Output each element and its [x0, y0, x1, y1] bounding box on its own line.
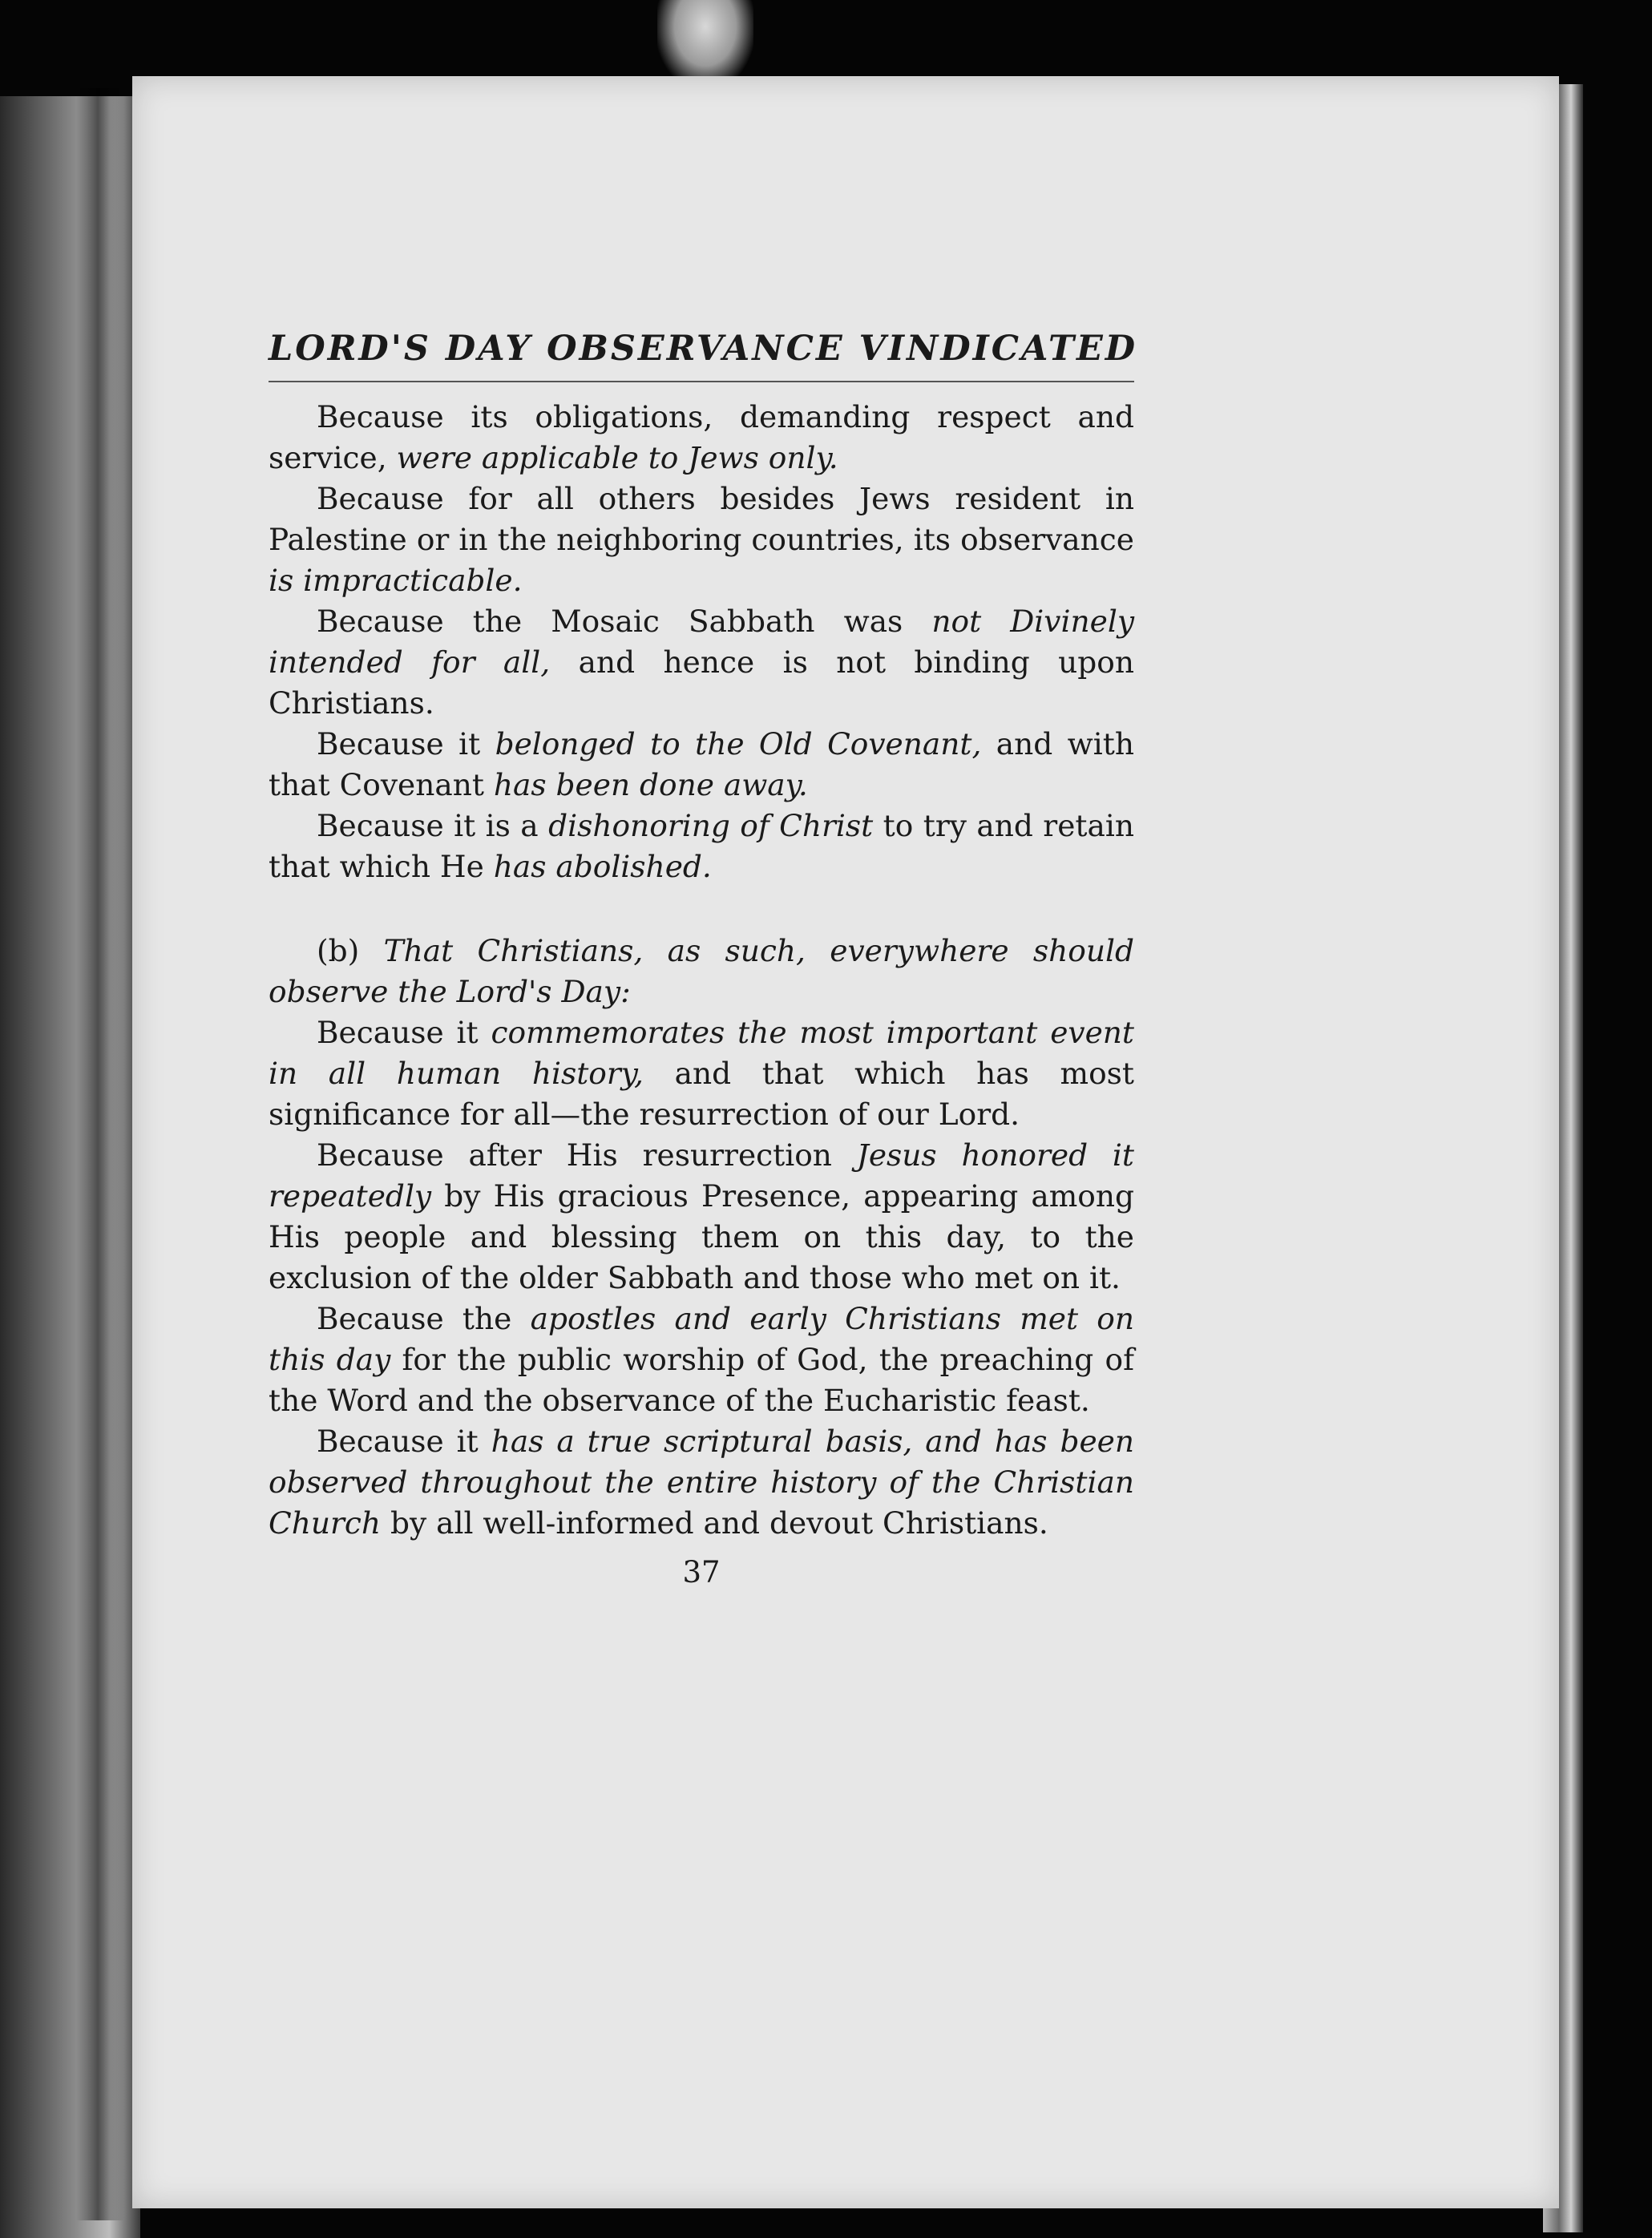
reason-paragraph [269, 1421, 1134, 1544]
text-run: Because after His resurrection [317, 1137, 857, 1173]
text-run: Because it [317, 1424, 491, 1459]
text-run: Because it is a [317, 808, 549, 843]
text-run: Because the Mosaic Sabbath was [317, 604, 932, 639]
section-gap [269, 887, 1134, 931]
text-run: Because its obligations, demanding respect and service, [269, 399, 1134, 475]
reason-paragraph [269, 724, 1134, 806]
page-number: 37 [682, 1555, 721, 1590]
reason-paragraph [269, 1299, 1134, 1421]
running-head-rule [269, 381, 1134, 382]
text-run: Because the [317, 1301, 531, 1336]
top-paper-tear [657, 0, 753, 88]
italic-phrase: has been done away. [493, 767, 808, 802]
reason-paragraph [269, 397, 1134, 479]
italic-phrase: That Christians, as such, everywhere should observe the Lord's Day: [269, 933, 1134, 1009]
page-text-block [269, 325, 1138, 1590]
text-run: Because for all others besides Jews resident in Palestine or in the neighboring countries, its observance [269, 481, 1134, 557]
italic-phrase: were applicable to Jews only. [396, 440, 838, 475]
reason-paragraph [269, 806, 1134, 887]
text-run: for the public worship of God, the preaching of the Word and the observance of the Eucharistic feast. [269, 1342, 1134, 1418]
gutter-shadow [76, 88, 124, 2220]
italic-phrase: Jesus honored it repeatedly [269, 1137, 1134, 1214]
text-run: Because it [317, 1015, 491, 1050]
section-b-heading [269, 931, 1134, 1012]
running-head: LORD'S DAY OBSERVANCE VINDICATED [269, 329, 1138, 369]
text-run: Because it [317, 726, 495, 761]
text-run: to try and retain that which He [269, 808, 1134, 884]
italic-phrase: commemorates the most important event in all human history, [269, 1015, 1134, 1091]
italic-phrase: not Divinely intended for all, [269, 604, 1135, 680]
text-run: by His gracious Presence, appearing among His people and blessing them on this day, to the exclusion of the older Sabbath and those who met on it. [269, 1178, 1134, 1295]
text-run: and hence is not binding upon Christians. [269, 644, 1135, 721]
italic-phrase: belonged to the Old Covenant, [495, 726, 982, 761]
reason-paragraph [269, 601, 1134, 724]
section-b-reasons [269, 1012, 1134, 1544]
section-a-reasons [269, 397, 1134, 887]
text-run: (b) [317, 933, 384, 968]
reason-paragraph [269, 1135, 1134, 1299]
italic-phrase: dishonoring of Christ [548, 808, 874, 843]
text-run: by all well-informed and devout Christians. [381, 1505, 1048, 1541]
reason-paragraph [269, 1012, 1134, 1135]
text-run: and with that Covenant [269, 726, 1134, 802]
reason-paragraph [269, 479, 1134, 601]
italic-phrase: apostles and early Christians met on this day [269, 1301, 1135, 1377]
text-run: and that which has most significance for all—the resurrection of our Lord. [269, 1056, 1134, 1132]
italic-phrase: is impracticable. [269, 563, 523, 598]
italic-phrase: has a true scriptural basis, and has been observed throughout the entire history of the Christian Church [269, 1424, 1134, 1541]
italic-phrase: has abolished. [493, 849, 712, 884]
